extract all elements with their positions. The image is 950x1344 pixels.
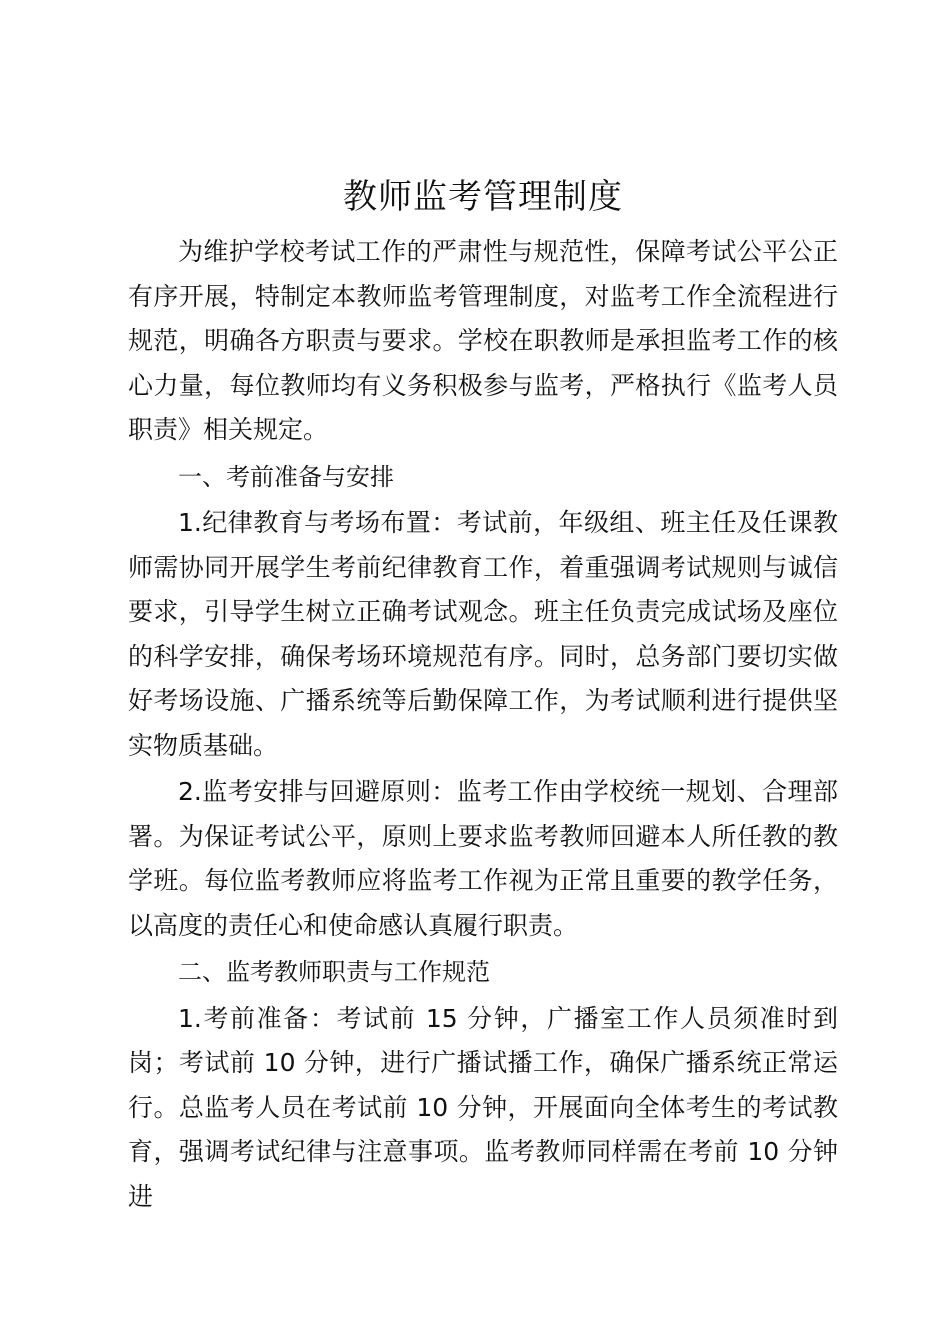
section-1-item-1: 1.纪律教育与考场布置：考试前，年级组、班主任及任课教师需协同开展学生考前纪律教育工作，着重强调考试规则与诚信要求，引导学生树立正确考试观念。班主任负责完成试场及座位的科学安排，确保考场环境规范有序。同时，总务部门要切实做好考场设施、广播系统等后勤保障工作，为考试顺利进行提供坚实物质基础。 bbox=[128, 508, 838, 760]
document-title: 教师监考管理制度 bbox=[343, 177, 623, 217]
section-2-heading: 二、监考教师职责与工作规范 bbox=[178, 958, 490, 986]
document-page bbox=[128, 170, 838, 1219]
section-1-item-2: 2.监考安排与回避原则：监考工作由学校统一规划、合理部署。为保证考试公平，原则上要求监考教师回避本人所任教的教学班。每位监考教师应将监考工作视为正常且重要的教学任务，以高度的责任心和使命感认真履行职责。 bbox=[128, 777, 838, 940]
section-2-item-1: 1.考前准备：考试前 15 分钟，广播室工作人员须准时到岗；考试前 10 分钟，进行广播试播工作，确保广播系统正常运行。总监考人员在考试前 10 分钟，开展面向全体考生的考试教育，强调考试纪律与注意事项。监考教师同样需在考前 10 分钟进 bbox=[128, 1003, 838, 1211]
intro-paragraph: 为维护学校考试工作的严肃性与规范性，保障考试公平公正有序开展，特制定本教师监考管理制度，对监考工作全流程进行规范，明确各方职责与要求。学校在职教师是承担监考工作的核心力量，每位教师均有义务积极参与监考，严格执行《监考人员职责》相关规定。 bbox=[128, 237, 838, 444]
section-1-heading: 一、考前准备与安排 bbox=[178, 462, 394, 491]
